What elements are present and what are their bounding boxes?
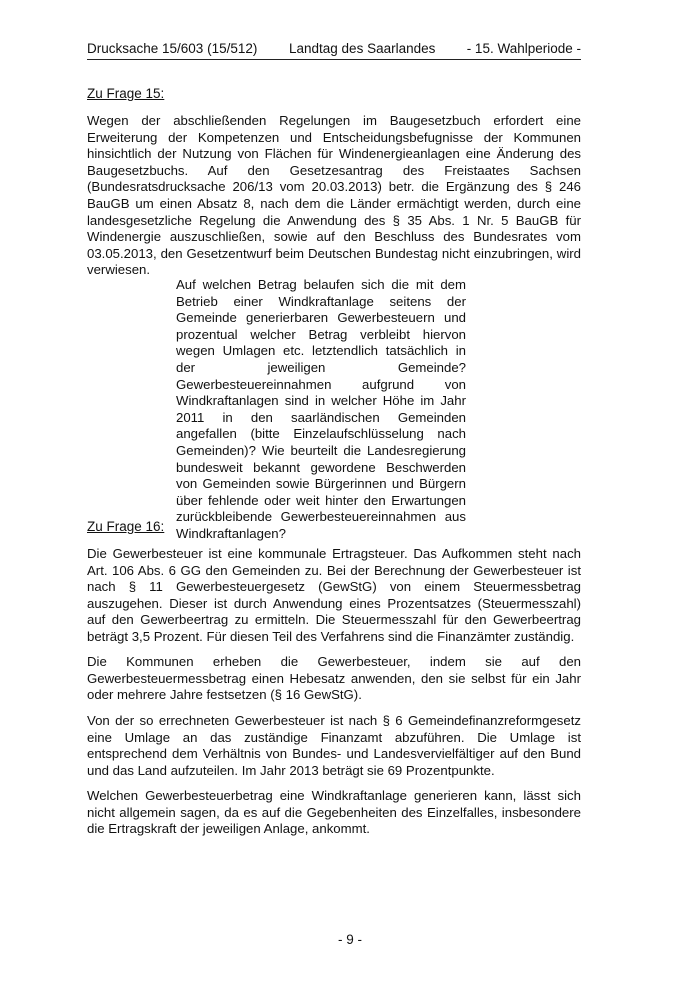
answer-16-paragraph-1: Die Gewerbesteuer ist eine kommunale Ertragsteuer. Das Aufkommen steht nach Art. 106 Abs. 6 GG den Gemeinden zu. Bei der Berechnung der Gewerbesteuer ist nach § 11 Gewerbesteuergesetz (GewStG) von einem Steuermessbetrag auszugehen. Dieser ist durch Anwendung eines Prozentsatzes (Steuermesszahl) auf den Gewerbeertrag zu ermitteln. Die Steuermesszahl für den Gewerbeertrag beträgt 3,5 Prozent. Für diesen Teil des Verfahrens sind die Finanzämter zuständig. bbox=[87, 546, 581, 644]
page-number: - 9 - bbox=[337, 932, 362, 947]
question-16-text: Auf welchen Betrag belaufen sich die mit dem Betrieb einer Windkraftanlage seitens der Gemeinde generierbaren Gewerbesteuern und prozentual welcher Betrag verbleibt hiervon wegen Umlagen etc. letztendlich tatsächlich in der jeweiligen Gemeinde? Gewerbesteuereinnahmen aufgrund von Windkraftanlagen sind in welcher Höhe im Jahr 2011 in den saarländischen Gemeinden angefallen (bitte Einzelaufschlüsselung nach Gemeinden)? Wie beurteilt die Landesregierung bundesweit bekannt gewordene Beschwerden von Gemeinden sowie Bürgerinnen und Bürgern über fehlende oder weit hinter den Erwartungen zurückbleibende Gewerbesteuereinnahmen aus Windkraftanlagen? bbox=[176, 277, 466, 541]
answer-16-paragraph-4: Welchen Gewerbesteuerbetrag eine Windkraftanlage generieren kann, lässt sich nicht allgemein sagen, da es auf die Gegebenheiten des Einzelfalles, insbesondere die Ertragskraft der jeweiligen Anlage, ankommt. bbox=[87, 788, 581, 837]
legislative-period: - 15. Wahlperiode - bbox=[466, 41, 581, 56]
parliament-name: Landtag des Saarlandes bbox=[289, 41, 436, 56]
answer-16-paragraph-2: Die Kommunen erheben die Gewerbesteuer, indem sie auf den Gewerbesteuermessbetrag einen Hebesatz anwenden, den sie selbst für ein Jahr oder mehrere Jahre festsetzen (§ 16 GewStG). bbox=[87, 654, 581, 703]
document-number: Drucksache 15/603 (15/512) bbox=[87, 41, 258, 56]
answer-15-text: Wegen der abschließenden Regelungen im Baugesetzbuch erfordert eine Erweiterung der Kompetenzen und Entscheidungsbefugnisse der Kommunen hinsichtlich der Nutzung von Flächen für Windenergieanlagen eine Änderung des Baugesetzbuchs. Auf den Gesetzesantrag des Freistaates Sachsen (Bundesratsdrucksache 206/13 vom 20.03.2013) betr. die Ergänzung des § 246 BauGB um einen Absatz 8, nach dem die Länder ermächtigt werden, durch eine landesgesetzliche Regelung die Anwendung des § 35 Abs. 1 Nr. 5 BauGB für Windenergie auszuschließen, sowie auf den Beschluss des Bundesrates vom 03.05.2013, den Gesetzentwurf beim Deutschen Bundestag nicht einzubringen, wird verwiesen. bbox=[87, 113, 581, 278]
page-header bbox=[87, 41, 581, 60]
answer-15-heading: Zu Frage 15: bbox=[87, 86, 165, 101]
answer-16-heading: Zu Frage 16: bbox=[87, 519, 165, 534]
answer-16-paragraph-3: Von der so errechneten Gewerbesteuer ist nach § 6 Gemeindefinanzreformgesetz eine Umlage an das zuständige Finanzamt abzuführen. Die Umlage ist entsprechend dem Verhältnis von Bundes- und Landesvervielfältiger auf den Bund und das Land aufzuteilen. Im Jahr 2013 beträgt sie 69 Prozentpunkte. bbox=[87, 713, 581, 778]
